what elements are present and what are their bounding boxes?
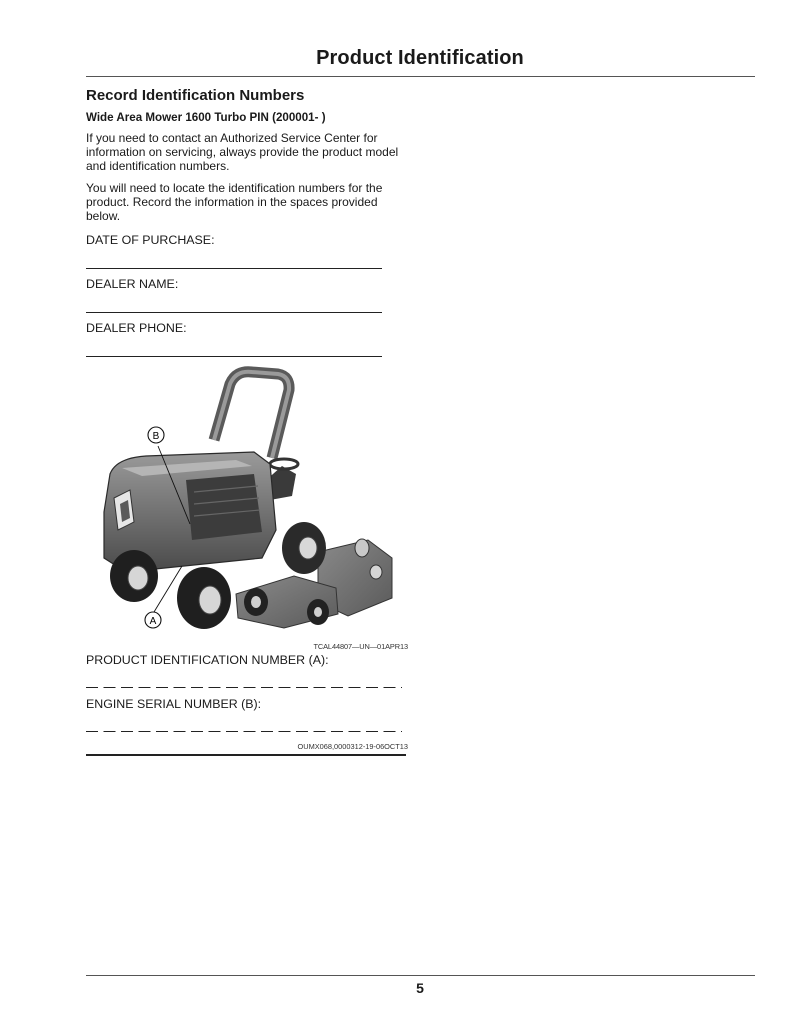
page-number: 5 — [416, 980, 424, 996]
engine-serial-label: ENGINE SERIAL NUMBER (B): — [86, 697, 262, 711]
figure-caption: TCAL44807—UN—01APR13 — [313, 642, 408, 651]
header-divider — [86, 76, 755, 77]
instructions-paragraph: You will need to locate the identification numbers for the product. Record the information in the spaces provided below. — [86, 181, 383, 224]
dealer-name-label: DEALER NAME: — [86, 277, 179, 291]
dealer-phone-label: DEALER PHONE: — [86, 321, 187, 335]
dealer-phone-line[interactable] — [86, 356, 382, 357]
callout-b-label: B — [152, 431, 160, 442]
mower-drawing — [86, 362, 408, 644]
model-subheading: Wide Area Mower 1600 Turbo PIN (200001- ) — [86, 111, 326, 124]
product-id-label: PRODUCT IDENTIFICATION NUMBER (A): — [86, 653, 329, 667]
reference-code: OUMX068,0000312-19-06OCT13 — [297, 742, 408, 751]
section-heading: Record Identification Numbers — [86, 87, 305, 104]
intro-paragraph: If you need to contact an Authorized Service Center for information on servicing, always provide the product model and identification numbers. — [86, 131, 399, 174]
section-end-divider — [86, 754, 406, 756]
engine-serial-line[interactable] — [86, 731, 402, 732]
page-title: Product Identification — [316, 47, 524, 69]
mower-illustration — [86, 362, 408, 644]
dealer-name-line[interactable] — [86, 312, 382, 313]
date-of-purchase-line[interactable] — [86, 268, 382, 269]
footer-divider — [86, 975, 755, 976]
product-id-line[interactable] — [86, 687, 402, 688]
date-of-purchase-label: DATE OF PURCHASE: — [86, 233, 215, 247]
callout-a-label: A — [149, 616, 157, 627]
